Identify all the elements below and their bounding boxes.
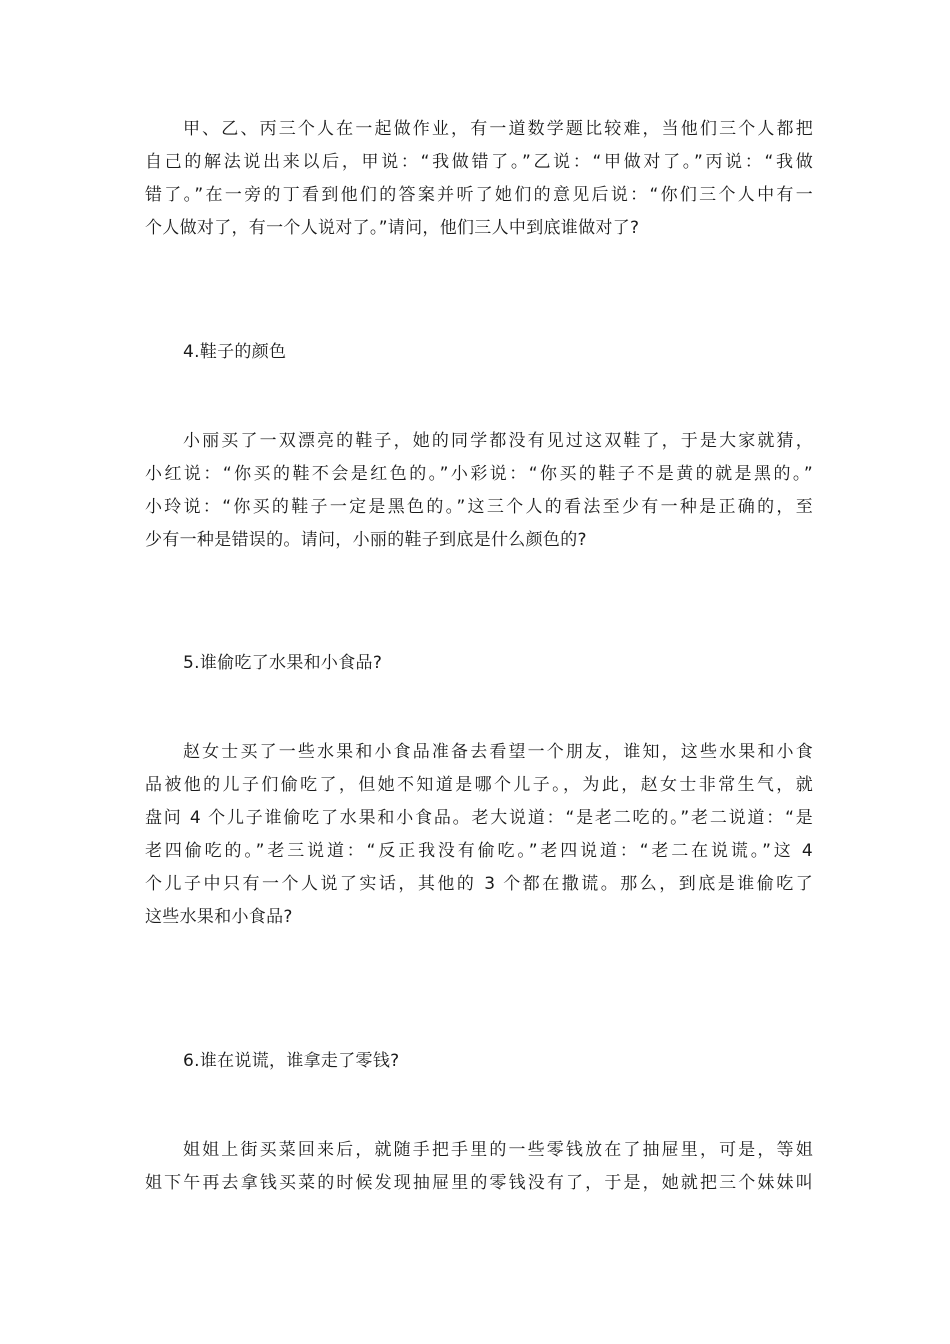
section-heading-6: 6.谁在说谎，谁拿走了零钱? [183,1051,400,1071]
text-line: 老四偷吃的。”老三说道：“反正我没有偷吃。”老四说道：“老二在说谎。”这 4 [145,841,813,861]
paragraph-puzzle-4 [145,425,813,557]
paragraph-puzzle-6 [145,1134,813,1200]
paragraph-puzzle-5 [145,736,813,934]
text-line: 少有一种是错误的。请问，小丽的鞋子到底是什么颜色的? [145,530,587,550]
text-line: 姐下午再去拿钱买菜的时候发现抽屉里的零钱没有了，于是，她就把三个妹妹叫 [145,1173,813,1193]
text-line: 个人做对了，有一个人说对了。”请问，他们三人中到底谁做对了? [145,218,640,238]
paragraph-puzzle-3 [145,113,813,245]
text-line: 甲、乙、丙三个人在一起做作业，有一道数学题比较难，当他们三个人都把 [183,119,813,139]
text-line: 小丽买了一双漂亮的鞋子，她的同学都没有见过这双鞋了，于是大家就猜， [183,431,813,451]
text-line: 个儿子中只有一个人说了实话，其他的 3 个都在撒谎。那么，到底是谁偷吃了 [145,874,813,894]
text-line: 错了。”在一旁的丁看到他们的答案并听了她们的意见后说：“你们三个人中有一 [145,185,813,205]
section-heading-5: 5.谁偷吃了水果和小食品? [183,653,383,673]
text-line: 姐姐上街买菜回来后，就随手把手里的一些零钱放在了抽屉里，可是，等姐 [183,1140,813,1160]
section-heading-4: 4.鞋子的颜色 [183,342,287,362]
text-line: 小玲说：“你买的鞋子一定是黑色的。”这三个人的看法至少有一种是正确的，至 [145,497,813,517]
text-line: 这些水果和小食品? [145,907,293,927]
text-line: 盘问 4 个儿子谁偷吃了水果和小食品。老大说道：“是老二吃的。”老二说道：“是 [145,808,813,828]
text-line: 自己的解法说出来以后，甲说：“我做错了。”乙说：“甲做对了。”丙说：“我做 [145,152,813,172]
text-line: 品被他的儿子们偷吃了，但她不知道是哪个儿子。，为此，赵女士非常生气，就 [145,775,813,795]
text-line: 赵女士买了一些水果和小食品准备去看望一个朋友，谁知，这些水果和小食 [183,742,813,762]
text-line: 小红说：“你买的鞋不会是红色的。”小彩说：“你买的鞋子不是黄的就是黑的。” [145,464,813,484]
